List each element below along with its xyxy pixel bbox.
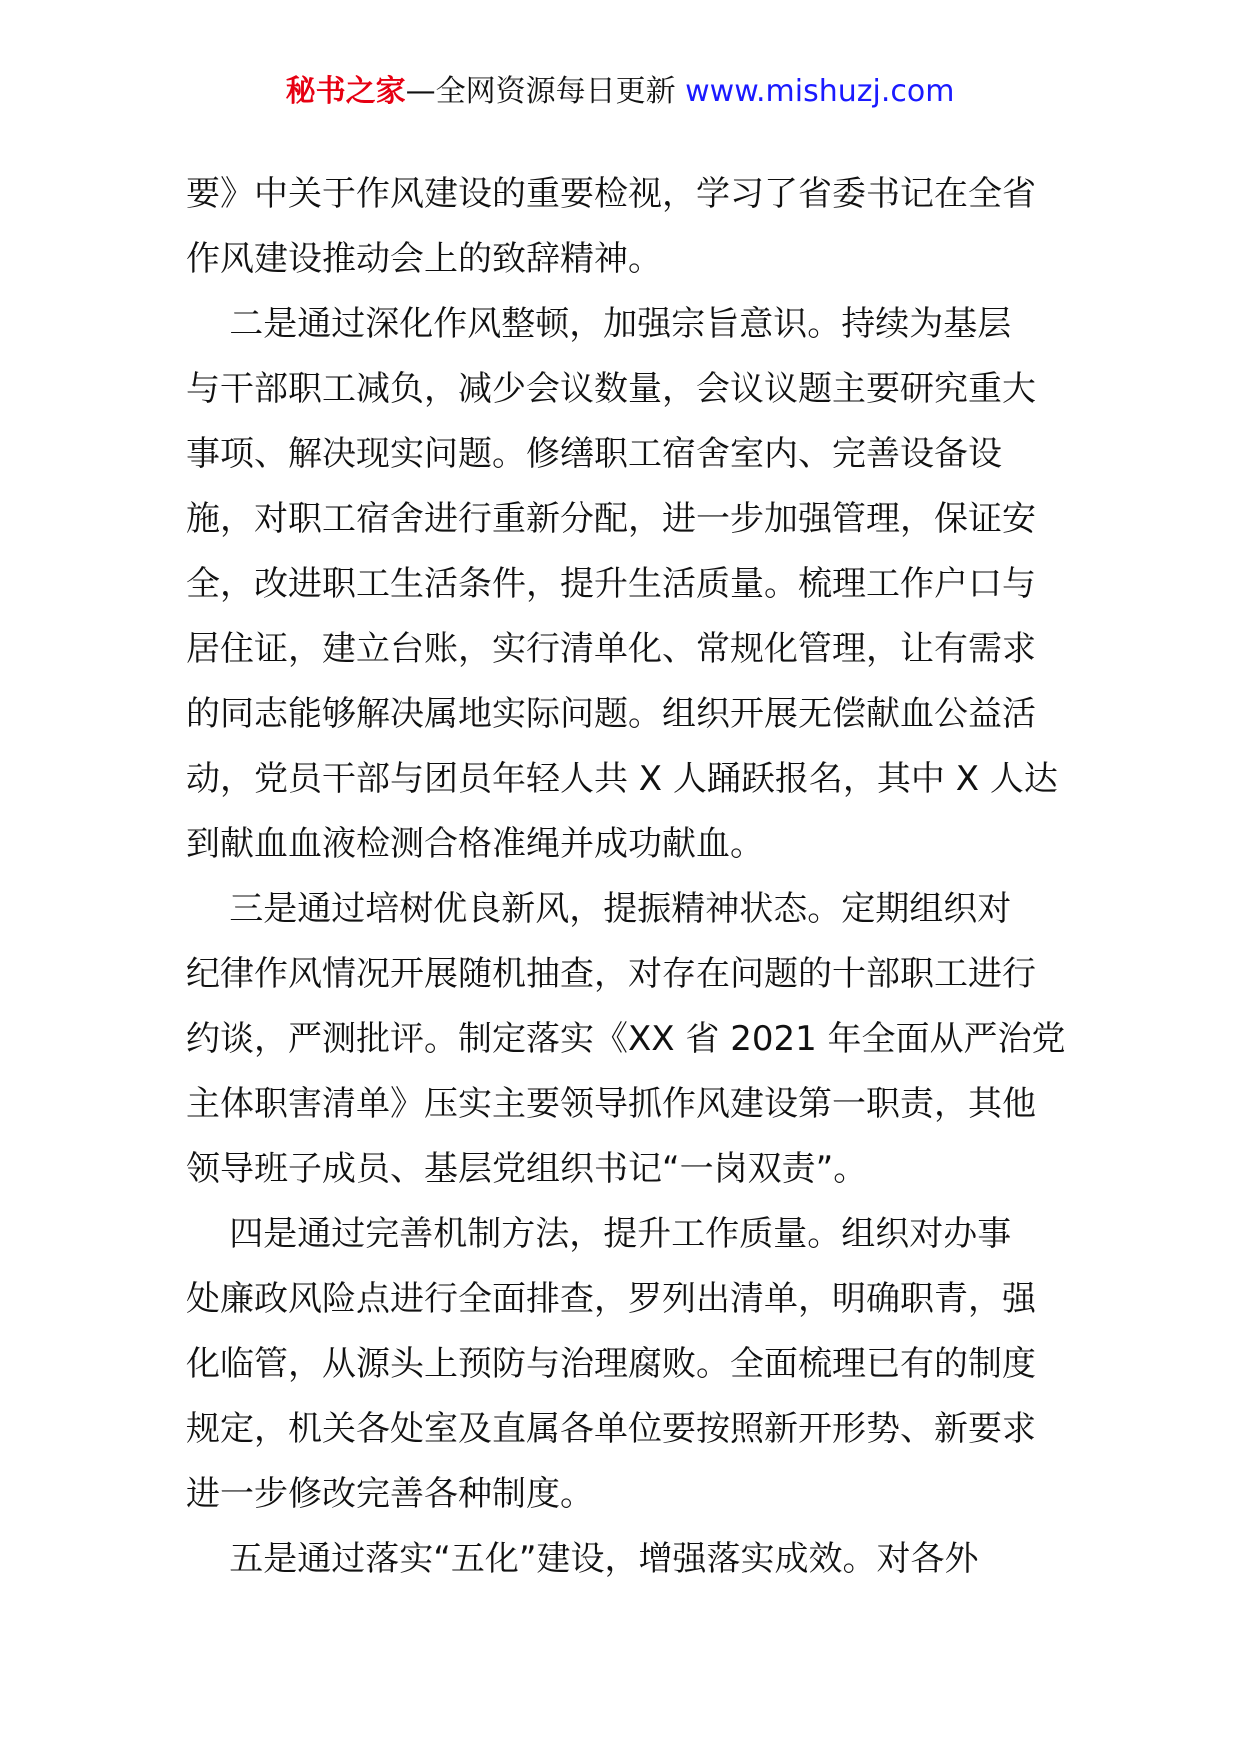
text-line: 全，改进职工生活条件，提升生活质量。梳理工作户口与: [186, 564, 1036, 604]
header-tagline: —全网资源每日更新: [405, 74, 686, 109]
brand-name: 秘书之家: [285, 74, 406, 109]
text-line: 事项、解决现实问题。修缮职工宿舍室内、完善设备设: [186, 434, 1002, 474]
text-line: 化临管，从源头上预防与治理腐败。全面梳理已有的制度: [186, 1344, 1036, 1384]
text-line: 要》中关于作风建设的重要检视，学习了省委书记在全省: [186, 174, 1036, 214]
text-line: 领导班子成员、基层党组织书记“一岗双责”。: [186, 1149, 868, 1189]
text-line: 居住证，建立台账，实行清单化、常规化管理，让有需求: [186, 629, 1036, 669]
text-line: 三是通过培树优良新风，提振精神状态。定期组织对: [186, 889, 1012, 929]
text-line: 主体职害清单》压实主要领导抓作风建设第一职责，其他: [186, 1084, 1036, 1124]
text-line: 约谈，严测批评。制定落实《XX 省 2021 年全面从严治党: [186, 1019, 1066, 1059]
text-line: 纪律作风情况开展随机抽查，对存在问题的十部职工进行: [186, 954, 1036, 994]
text-line: 到献血血液检测合格准绳并成功献血。: [186, 824, 764, 864]
document-body: [186, 162, 1066, 1592]
text-line: 动，党员干部与团员年轻人共 X 人踊跃报名，其中 X 人达: [186, 759, 1058, 799]
text-line: 施，对职工宿舍进行重新分配，进一步加强管理，保证安: [186, 499, 1036, 539]
text-line: 五是通过落实“五化”建设，增强落实成效。对各外: [186, 1539, 979, 1579]
text-line: 处廉政风险点进行全面排查，罗列出清单，明确职青，强: [186, 1279, 1036, 1319]
text-line: 二是通过深化作风整顿，加强宗旨意识。持续为基层: [186, 304, 1012, 344]
text-line: 作风建设推动会上的致辞精神。: [186, 239, 662, 279]
text-line: 规定，机关各处室及直属各单位要按照新开形势、新要求: [186, 1409, 1036, 1449]
text-line: 进一步修改完善各种制度。: [186, 1474, 594, 1514]
text-line: 四是通过完善机制方法，提升工作质量。组织对办事: [186, 1214, 1012, 1254]
site-url-link[interactable]: www.mishuzj.com: [685, 74, 955, 109]
text-line: 与干部职工减负，减少会议数量，会议议题主要研究重大: [186, 369, 1036, 409]
site-header: [0, 72, 1240, 112]
text-line: 的同志能够解决属地实际问题。组织开展无偿献血公益活: [186, 694, 1036, 734]
